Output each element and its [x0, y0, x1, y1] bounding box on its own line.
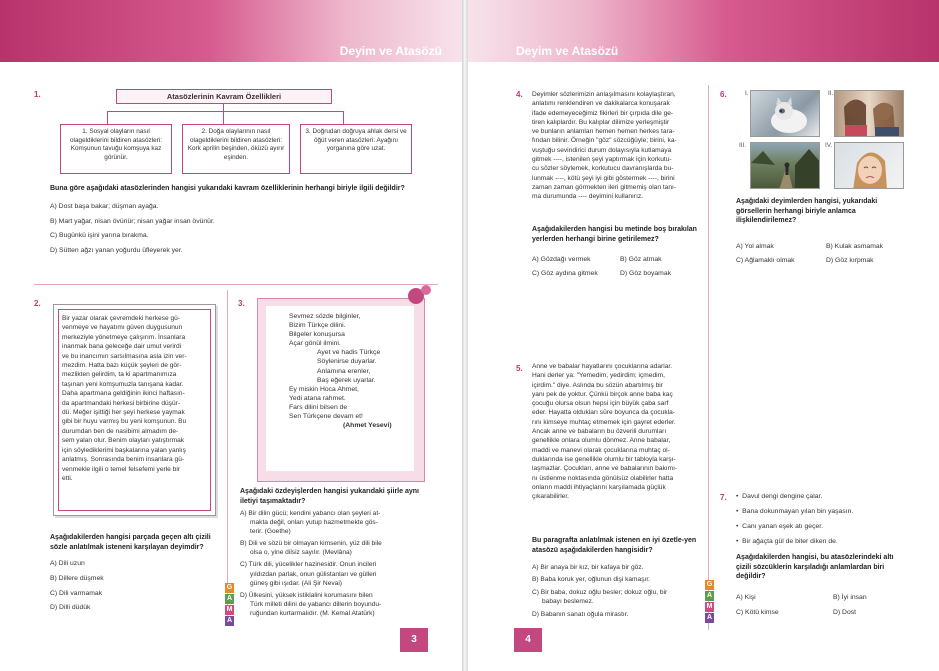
q6-option-a[interactable]: A) Yol almak [736, 243, 774, 250]
q6-option-d[interactable]: D) Göz kırpmak [826, 257, 874, 264]
option-line: C) Türk dili, yücelikler hazinesidir. Onun incileri [240, 561, 377, 569]
paragraph-line: gitmek ----, istenilen şeyi yaptırmak için korkutu- [532, 156, 672, 164]
q1-number: 1. [34, 90, 41, 99]
paragraph-line: çıkarabilirler. [532, 493, 570, 501]
connector [223, 111, 224, 124]
paragraph-line: gibi bir huyu varmış bu yeni komşunun. Bu [62, 418, 187, 426]
paragraph-line: Hani derler ya: "Yemedim, yedirdim; içmedim, [532, 372, 665, 380]
poem-line: Söylenirse duyarlar. [317, 358, 377, 366]
paragraph-line: da apartmandaki herkesi birbirine düşür- [62, 399, 181, 407]
paragraph-line: için söylediklerimi başkalarına yalan yanlış [62, 446, 186, 454]
connector [223, 104, 224, 111]
paragraph-line: dü. Meğer işittiği her şeyi herkese yaymak [62, 409, 185, 417]
q7-option-a[interactable]: A) Kişi [736, 594, 756, 601]
poem-line: (Ahmet Yesevi) [343, 422, 392, 430]
divider [34, 284, 438, 285]
q6-option-b[interactable]: B) Kulak asmamak [826, 243, 884, 250]
q7-option-b[interactable]: B) İyi insan [833, 594, 867, 601]
paragraph-line: ma durumunda ---- deyimini kullanırız. [532, 193, 644, 201]
q4-question: Aşağıdakilerden hangisi bu metinde boş bırakılan yerlerden herhangi birine getirilemez? [532, 226, 697, 243]
image-label-2: II. [828, 90, 834, 97]
paragraph-line: etti. [62, 474, 73, 482]
paragraph-line: inanmak bana geleceğe dair umut verirdi [62, 343, 182, 351]
option-line: babayı beslemez. [542, 598, 594, 606]
option-line: ruğundan kurtarmalıdır. (M. Kemal Atatürk) [250, 609, 375, 617]
option-line: yıldızdan parlak, onun gülistanları ve gülleri [250, 570, 377, 578]
paragraph-line: cu sözler söylemek, korkutucu davranışlarda bu- [532, 165, 674, 173]
poem-line: Açar gönül ilmini. [289, 340, 341, 348]
connector [343, 111, 344, 124]
option-line: D) Ülkesini, yüksek istiklalini korumasını bilen [240, 591, 373, 599]
q3-option-c[interactable] [240, 560, 430, 587]
option-line: C) Bir baba, dokuz oğlu besler; dokuz oğlu, bir [532, 588, 668, 596]
poem-line: Ey miskin Hoca Ahmet, [289, 385, 359, 393]
poem-line: Yedi atana rahmet. [289, 394, 346, 402]
paragraph-line: duklarında ise genellikle olumlu bir tabloyla karşı- [532, 455, 676, 463]
q3-number: 3. [238, 299, 245, 308]
paragraph-line: içirdim." diye. Aslında bu sözün abartılmış bir [532, 381, 663, 389]
q2-option-c[interactable]: C) Dili varmamak [50, 590, 103, 597]
connector [107, 111, 108, 124]
q6-number: 6. [720, 90, 727, 99]
option-line: A) Bir dilin gücü; kendini yabancı olan şeyleri at- [240, 510, 381, 517]
paragraph-line: nı üstlenme noktasında gönülsüz olabilirler hatta [532, 474, 674, 482]
q2-option-b[interactable]: B) Dillere düşmek [50, 575, 104, 582]
poem-line: Ayet ve hadis Türkçe [317, 349, 381, 357]
poem-line: Fars dilini bilsen de [289, 403, 348, 411]
left-page [0, 0, 462, 671]
q4-option-b[interactable]: B) Göz atmak [620, 256, 662, 263]
paragraph-line: mezlikten gelirdim, ta ki apartmanımıza [62, 371, 177, 379]
q4-option-d[interactable]: D) Göz boyamak [620, 270, 671, 277]
paragraph-line: anlatımı renklendiren ve dakikalarca konuşarak [532, 100, 670, 108]
q1-option-b[interactable]: B) Mart yağar, nisan övünür; nisan yağar insan övünür. [50, 218, 215, 225]
q2-question: Aşağıdakilerden hangisi parçada geçen altı çizili sözle anlatılmak isteneni karşılayan deyimdir? [50, 534, 211, 551]
q1-option-c[interactable]: C) Bugünkü işini yarına bırakma. [50, 232, 149, 239]
q3-question: Aşağıdaki özdeyişlerden hangisi yukarıdaki şiirle aynı iletiyi taşımaktadır? [240, 488, 419, 505]
q5-options [532, 563, 708, 622]
image-label-4: IV. [825, 142, 833, 149]
poem-line: Sevmez sözde bilginler, [289, 313, 361, 320]
left-header-title: Deyim ve Atasözü [339, 44, 442, 58]
q7-option-c[interactable]: C) Kötü kimse [736, 609, 779, 616]
option-line: güneş gibi ışıdar. (Ali Şir Nevai) [250, 579, 342, 587]
page-number-left: 3 [400, 628, 428, 652]
crying-child-photo [834, 142, 904, 189]
q4-option-c[interactable]: C) Göz aydına gitmek [532, 270, 598, 277]
q5-option-d[interactable] [532, 610, 708, 619]
paragraph-line: genellikle onlara olumlu dönmez. Anne babalar, [532, 437, 671, 445]
paragraph-line: vuştuğu sevindirici durum dolayısıyla kutlamaya [532, 146, 672, 154]
concept-box-2: 2. Doğa olaylarının nasıl olageldiklerini bildiren atasözleri: Kork aprilin beşinden, öküzü ayırır eşinden. [182, 124, 290, 174]
q7-option-d[interactable]: D) Dost [833, 609, 857, 616]
q7-number: 7. [720, 493, 727, 502]
paragraph-line: Daha apartmana geldiğinin ikinci haftasın- [62, 390, 185, 398]
paragraph-line: rını kimseye muhtaç etmemek için gayret ederler. [532, 418, 676, 426]
q3-option-a[interactable] [240, 509, 430, 536]
right-header-title: Deyim ve Atasözü [516, 44, 619, 58]
q6-option-c[interactable]: C) Ağlamaklı olmak [736, 257, 795, 264]
paragraph-line: taşınan yeni komşumuzla tanışana kadar. [62, 380, 184, 388]
paragraph-line: lunmak ----, kötü şeyi iyi gibi göstermek ----, birini [532, 174, 675, 182]
q2-paragraph [62, 314, 212, 483]
q5-option-c[interactable] [532, 588, 708, 607]
paragraph-line: yanı pek de yoktur. Çünkü birçok anne baba kaç [532, 390, 673, 398]
paragraph-line: merkeziyle yönetmeye çalışırım. İnsanlara [62, 333, 186, 341]
paragraph-line: ifade edemeyeceğimiz fikirleri bir çırpıda dile ge- [532, 109, 674, 117]
option-line: B) Dili ve sözü bir olmayan kimsenin, yüz dili bile [240, 540, 382, 548]
divider [227, 290, 228, 625]
q5-question: Bu paragrafta anlatılmak istenen en iyi özetle-yen atasözü aşağıdakilerden hangisidir? [532, 537, 697, 554]
pin-decoration-icon [404, 282, 434, 308]
concept-box-1: 1. Sosyal olayların nasıl olageldiklerini bildiren atasözleri: Komşunun tavuğu komşuya kaz görünür. [60, 124, 172, 174]
q4-paragraph [532, 90, 706, 202]
q3-poem [289, 312, 414, 430]
paragraph-line: ve bunların anlamları hemen hemen herkes tara- [532, 128, 675, 136]
paragraph-line: fından bilinir. Örneğin "göz" sözcüğüyle; birini, ka- [532, 137, 677, 145]
q3-option-d[interactable] [240, 591, 430, 618]
divider [708, 85, 709, 630]
q2-option-a[interactable]: A) Dili uzun [50, 560, 85, 567]
poem-line: Bilgeler konuşursa [289, 331, 345, 339]
option-line: Türk milleti dilini de yabancı dillerin boyundu- [250, 600, 382, 608]
image-label-1: I. [745, 90, 749, 97]
paragraph-line: Ancak anne ve babaların bu özverili durumları [532, 428, 667, 436]
paragraph-line: onların maddi ihtiyaçlarını karşılamada güçlük [532, 483, 666, 491]
q5-paragraph [532, 362, 706, 501]
q2-number: 2. [34, 299, 41, 308]
option-line: olsa o, yine dilsiz sayılır. (Mevlâna) [250, 549, 352, 557]
q7-bullet-4: • Bir ağaçta gül de biter diken de. [736, 538, 838, 545]
q7-bullet-2: • Bana dokunmayan yılan bin yaşasın. [736, 508, 854, 515]
q5-number: 5. [516, 364, 523, 373]
q3-options [240, 509, 430, 621]
concept-box-3: 3. Doğrudan doğruya ahlak dersi ve öğüt veren atasözleri: Ayağını yorganına göre uzat. [300, 124, 412, 174]
gama-logo: G A M A [706, 581, 713, 621]
cat-photo [750, 90, 820, 137]
q1-option-d[interactable]: D) Sütten ağzı yanan yoğurdu üfleyerek yer. [50, 247, 183, 254]
q4-number: 4. [516, 90, 523, 99]
poem-line: Sen Türkçene devam et! [289, 413, 363, 421]
hiker-photo [750, 142, 820, 189]
paragraph-line: mezdim. Hatta bazı küçük şeyleri de gör- [62, 362, 182, 370]
poem-line: Baş eğerek uyarlar. [317, 376, 376, 384]
paragraph-line: sem yalan olur. Benim olayları yatıştırmak [62, 437, 185, 445]
option-line: B) Baba koruk yer, oğlunun dişi kamaşır. [532, 576, 651, 584]
paragraph-line: venmekle ilgili o temel felsefemi yerle bir [62, 465, 180, 473]
q6-question: Aşağıdaki deyimlerden hangisi, yukarıdaki görsellerin herhangi biriyle anlamca ilişkilendirilemez? [736, 198, 878, 224]
q7-bullet-3: • Canı yanan eşek atı geçer. [736, 523, 824, 530]
q3-option-b[interactable] [240, 539, 430, 557]
option-line: makta değil, onları yutup hazmetmekte gös- [250, 519, 378, 527]
connector [107, 111, 343, 112]
paragraph-line: ve bu inancımın sarsılmasına asla izin ver- [62, 352, 187, 360]
option-line: A) Bir anaya bir kız, bir kafaya bir göz. [532, 564, 644, 571]
q1-option-a[interactable]: A) Dost başa bakar; düşman ayağa. [50, 203, 159, 210]
q5-option-b[interactable] [532, 575, 708, 584]
paragraph-line: maddi ve manevi olarak çocuklarına muhtaç ol- [532, 446, 670, 454]
right-page [468, 0, 939, 671]
paragraph-line: Bir yazar olarak çevremdeki herkese gü- [62, 315, 181, 322]
paragraph-line: Anne ve babalar hayatlarını çocuklarına adarlar. [532, 363, 673, 370]
q5-option-a[interactable] [532, 563, 708, 572]
q7-bullet-1: • Davul dengi dengine çalar. [736, 493, 823, 500]
paragraph-line: anlatmış. Sonrasında benim insanlara gü- [62, 456, 185, 464]
image-label-3: III. [739, 142, 747, 149]
q1-question: Buna göre aşağıdaki atasözlerinden hangisi yukarıdaki kavram özelliklerinin herhangi biriyle ilgili değildir? [50, 185, 405, 192]
paragraph-line: zaman zaman görmekten ileri gitmemiş olan tanı- [532, 183, 677, 191]
option-line: D) Babanın sanatı oğula mirastır. [532, 610, 629, 618]
paragraph-line: tiren kalıplardır. Bu kalıplar dilimize yerleşmiştir [532, 118, 670, 126]
poem-line: Anlamına erenler, [317, 367, 371, 375]
paragraph-line: durumdan ben de nasibimi almadım de- [62, 427, 179, 435]
women-whispering-photo [834, 90, 904, 137]
paragraph-line: eder. Hayatta oldukları süre boyunca da çocukla- [532, 409, 675, 417]
concept-map-title: Atasözlerinin Kavram Özellikleri [116, 89, 332, 104]
gama-logo: G A M A [226, 584, 233, 624]
option-line: terir. (Goethe) [250, 528, 291, 536]
page-number-right: 4 [514, 628, 542, 652]
q7-question: Aşağıdakilerden hangisi, bu atasözlerindeki altı çizili sözcüklerin karşıladığı anlamlardan biri değildir? [736, 554, 894, 580]
q4-option-a[interactable]: A) Gözdağı vermek [532, 256, 591, 263]
paragraph-line: Deyimler sözlerimizin anlaşılmasını kolaylaştıran, [532, 91, 676, 98]
paragraph-line: venmeye ve hayatımı güven duygusunun [62, 324, 183, 332]
paragraph-line: çocuğu olursa olsun hepsi için büyük çaba sarf [532, 400, 669, 408]
poem-line: Bizim Türkçe dilini. [289, 322, 346, 330]
paragraph-line: laşmazlar. Çocukları, anne ve babalarının bakımı- [532, 465, 678, 473]
q2-option-d[interactable]: D) Dilli düdük [50, 604, 91, 611]
